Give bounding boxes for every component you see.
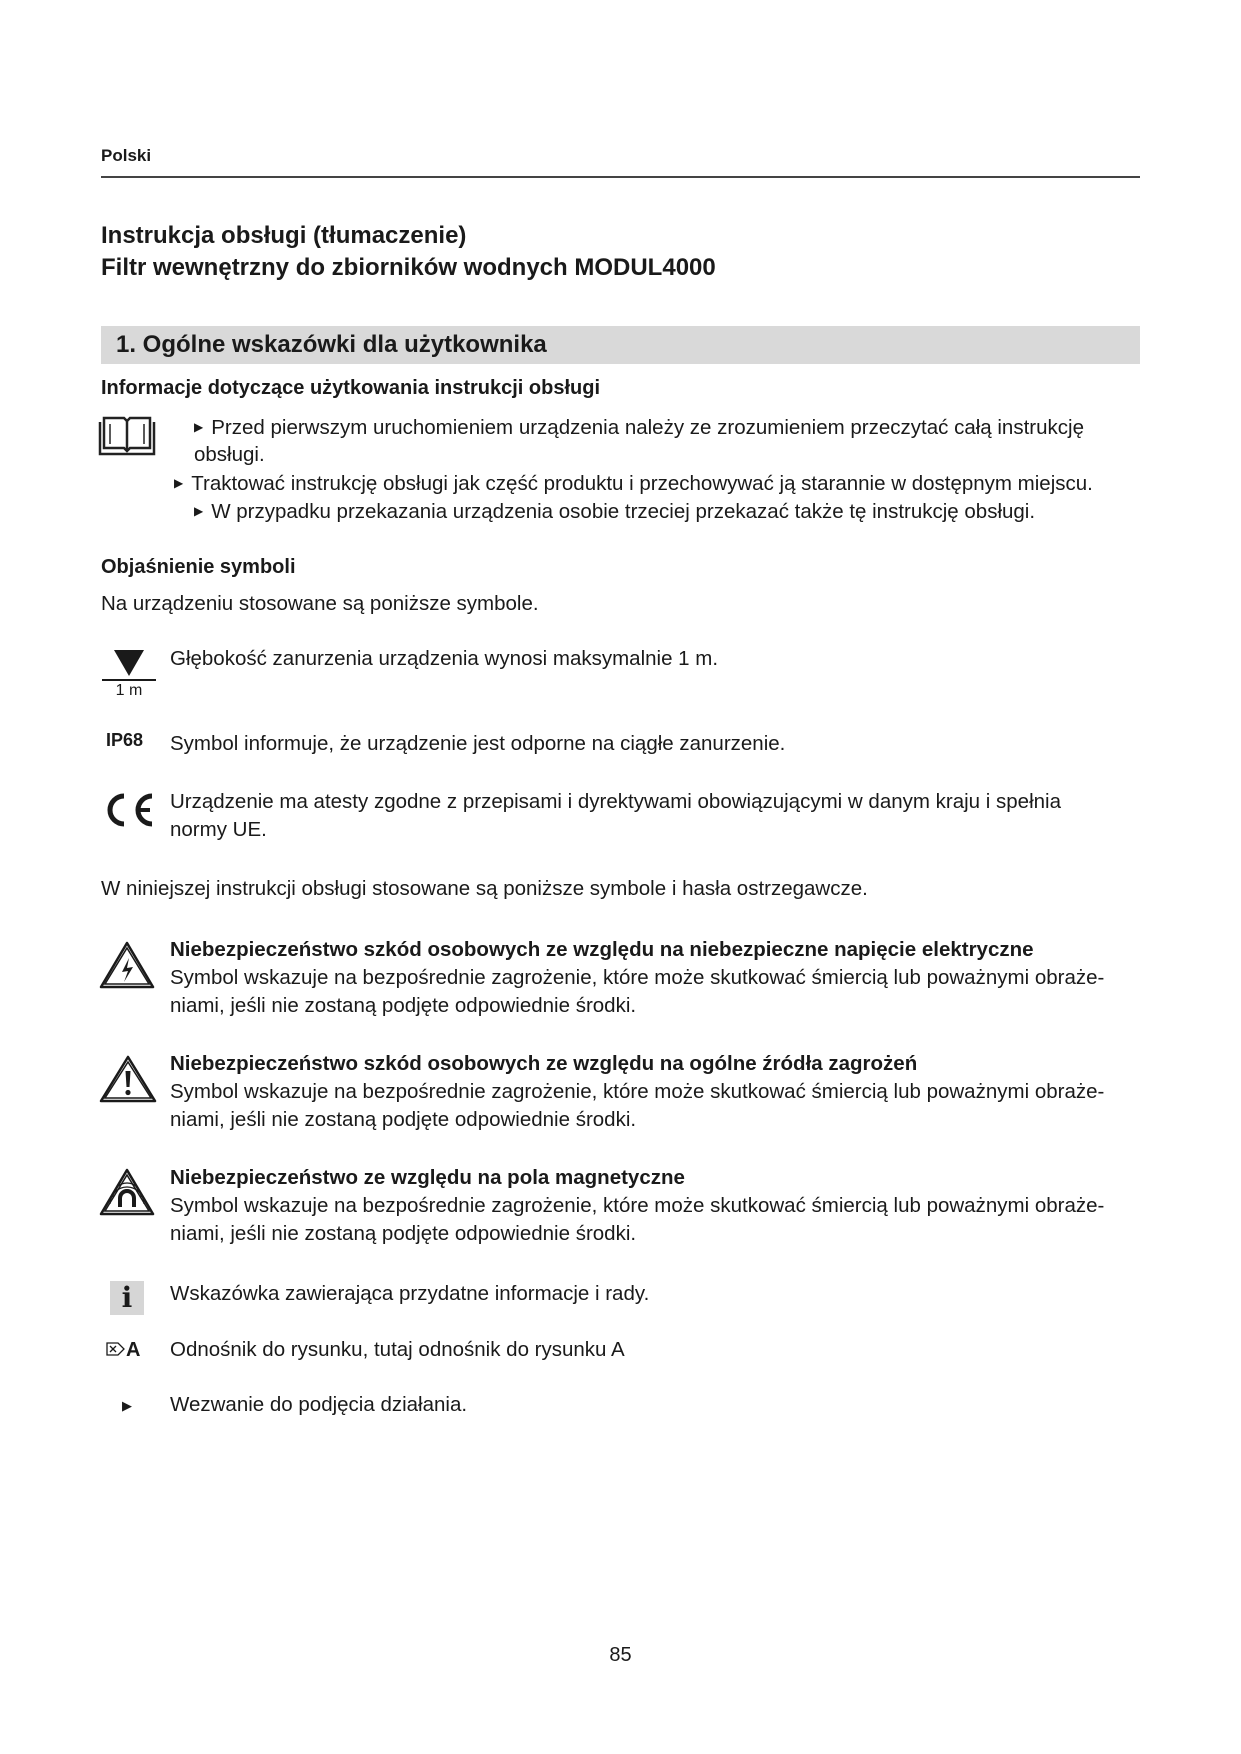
warning-magnetic-title: Niebezpieczeństwo ze względu na pola magnetyczne: [170, 1166, 685, 1189]
usage-bullet-2: ▶ Traktować instrukcję obsługi jak część produktu i przechowywać ją starannie w dostępnym miejscu.: [174, 469, 1093, 498]
symbols-intro: Na urządzeniu stosowane są poniższe symbole.: [101, 592, 539, 615]
warning-electrical-title: Niebezpieczeństwo szkód osobowych ze względu na niebezpieczne napięcie elektryczne: [170, 938, 1034, 961]
figure-reference-icon: [106, 1341, 126, 1357]
action-arrow-icon: ▶: [194, 420, 204, 434]
magnetic-field-hazard-icon: [99, 1167, 155, 1217]
warning-electrical-line1: Symbol wskazuje na bezpośrednie zagrożenie, które może skutkować śmiercią lub poważnymi obraże-: [170, 966, 1105, 989]
warning-electrical-line2: niami, jeśli nie zostaną podjęte odpowiednie środki.: [170, 994, 637, 1017]
depth-label: 1 m: [115, 682, 143, 699]
info-text: Wskazówka zawierająca przydatne informacje i rady.: [170, 1282, 650, 1305]
ce-text-line2: normy UE.: [170, 818, 267, 841]
usage-bullet-1-cont: obsługi.: [194, 443, 265, 466]
symbols-heading: Objaśnienie symboli: [101, 556, 296, 578]
electrical-hazard-icon: [99, 940, 155, 990]
page-number: 85: [609, 1644, 632, 1666]
manual-symbols-intro: W niniejszej instrukcji obsługi stosowane są poniższe symbole i hasła ostrzegawcze.: [101, 877, 868, 900]
depth-symbol: [100, 648, 158, 700]
action-arrow-icon: ▶: [174, 476, 184, 490]
info-icon: i: [110, 1281, 144, 1315]
book-icon: [98, 412, 156, 458]
action-arrow-icon: ▶: [194, 504, 204, 518]
depth-triangle-icon: [100, 648, 158, 682]
ce-text-line1: Urządzenie ma atesty zgodne z przepisami i dyrektywami obowiązującymi w danym kraju i spełnia: [170, 790, 1061, 813]
general-hazard-icon: [99, 1054, 157, 1104]
figure-reference-text: Odnośnik do rysunku, tutaj odnośnik do rysunku A: [170, 1338, 625, 1361]
depth-text: Głębokość zanurzenia urządzenia wynosi maksymalnie 1 m.: [170, 647, 719, 670]
section-heading: 1. Ogólne wskazówki dla użytkownika: [116, 331, 547, 358]
action-arrow-icon: ▶: [122, 1398, 132, 1413]
warning-magnetic-line1: Symbol wskazuje na bezpośrednie zagrożenie, które może skutkować śmiercią lub poważnymi obraże-: [170, 1194, 1105, 1217]
figure-reference-symbol: A: [106, 1339, 140, 1365]
language-label: Polski: [101, 146, 152, 165]
document-title: Instrukcja obsługi (tłumaczenie): [101, 222, 467, 249]
action-text: Wezwanie do podjęcia działania.: [170, 1393, 468, 1416]
ip68-label: IP68: [106, 730, 144, 750]
header-divider: [101, 176, 1140, 178]
warning-general-line2: niami, jeśli nie zostaną podjęte odpowiednie środki.: [170, 1108, 637, 1131]
usage-bullet-3: ▶ W przypadku przekazania urządzenia osobie trzeciej przekazać także tę instrukcję obsługi.: [194, 497, 1035, 526]
warning-general-line1: Symbol wskazuje na bezpośrednie zagrożenie, które może skutkować śmiercią lub poważnymi obraże-: [170, 1080, 1105, 1103]
warning-magnetic-line2: niami, jeśli nie zostaną podjęte odpowiednie środki.: [170, 1222, 637, 1245]
ce-mark-icon: [100, 790, 156, 830]
warning-general-title: Niebezpieczeństwo szkód osobowych ze względu na ogólne źródła zagrożeń: [170, 1052, 918, 1075]
usage-bullet-1: ▶ Przed pierwszym uruchomieniem urządzenia należy ze zrozumieniem przeczytać całą instrukcję: [194, 413, 1084, 442]
ip68-text: Symbol informuje, że urządzenie jest odporne na ciągłe zanurzenie.: [170, 732, 786, 755]
usage-heading: Informacje dotyczące użytkowania instrukcji obsługi: [101, 377, 601, 399]
document-subtitle: Filtr wewnętrzny do zbiorników wodnych MODUL4000: [101, 254, 716, 281]
